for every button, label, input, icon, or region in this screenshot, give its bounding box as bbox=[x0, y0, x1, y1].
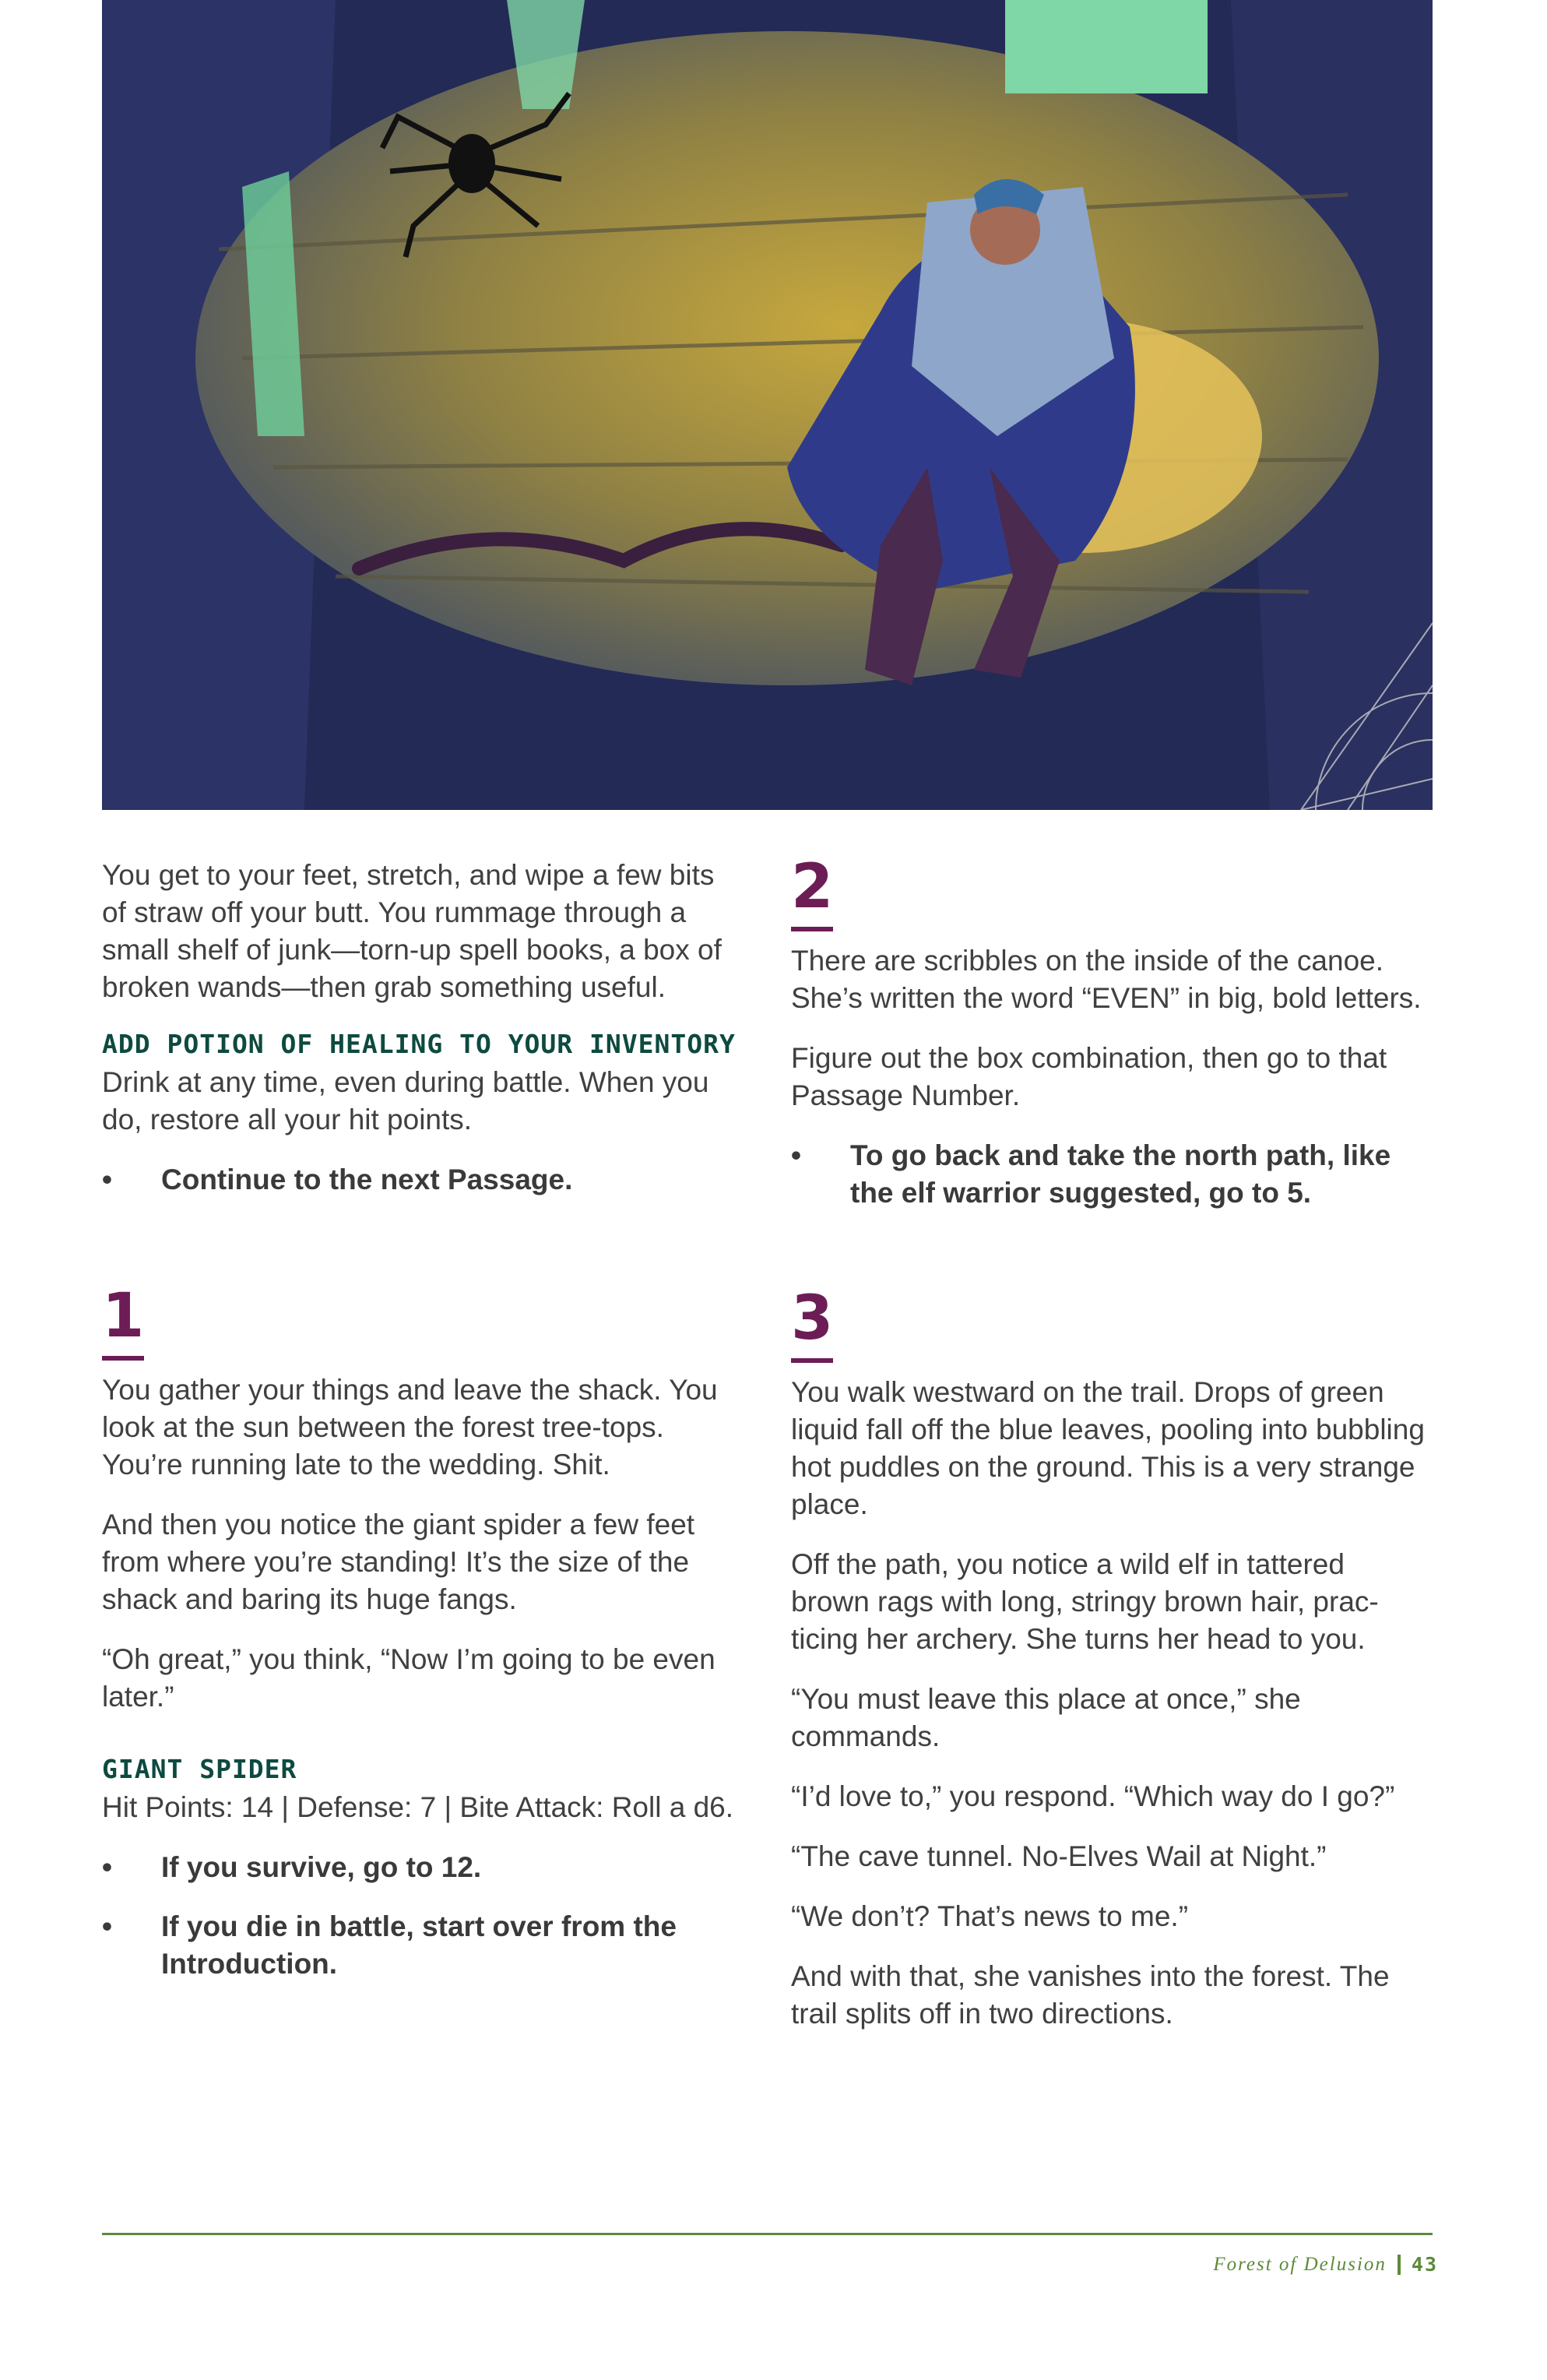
passage-number-3: 3 bbox=[791, 1288, 833, 1363]
bullet-text: If you survive, go to 12. bbox=[161, 1851, 482, 1883]
bullet-text: If you die in battle, start over from the Introduction. bbox=[161, 1910, 677, 1980]
right-column bbox=[791, 852, 1429, 2055]
passage-number-1: 1 bbox=[102, 1286, 144, 1361]
bullet-icon: • bbox=[102, 1851, 112, 1883]
bullet-item bbox=[102, 1908, 740, 1983]
bullet-item bbox=[791, 1137, 1429, 1212]
potion-description: Drink at any time, even during battle. When you do, restore all your hit points. bbox=[102, 1066, 709, 1135]
spider-stats: Hit Points: 14 | Defense: 7 | Bite Attack: Roll a d6. bbox=[102, 1791, 734, 1823]
bullet-item bbox=[102, 1849, 740, 1886]
bullet-icon: • bbox=[102, 1910, 112, 1942]
passage1-paragraph: “Oh great,” you think, “Now I’m going to be even later.” bbox=[102, 1643, 715, 1713]
passage3-paragraph: “I’d love to,” you respond. “Which way do I go?” bbox=[791, 1780, 1395, 1812]
left-column bbox=[102, 857, 740, 2005]
illustration-elf-in-shack bbox=[102, 0, 1433, 810]
passage3-paragraph: And with that, she vanishes into the forest. The trail splits off in two directions. bbox=[791, 1960, 1390, 2030]
giant-spider-subhead: GIANT SPIDER bbox=[102, 1754, 297, 1784]
passage2-paragraph: Figure out the box combination, then go to that Passage Number. bbox=[791, 1042, 1387, 1111]
passage3-paragraph: Off the path, you notice a wild elf in tattered brown rags with long, stringy brown hair, prac-ticing her archery. She turns her head to you. bbox=[791, 1548, 1379, 1655]
bullet-item bbox=[102, 1161, 740, 1199]
passage3-paragraph: “The cave tunnel. No-Elves Wail at Night.” bbox=[791, 1840, 1327, 1872]
bullet-text: To go back and take the north path, like the elf warrior suggested, go to 5. bbox=[850, 1139, 1391, 1209]
passage3-paragraph: “We don’t? That’s news to me.” bbox=[791, 1900, 1189, 1932]
page-footer bbox=[1213, 2253, 1438, 2276]
inventory-subhead: ADD POTION OF HEALING TO YOUR INVENTORY bbox=[102, 1029, 736, 1059]
passage3-paragraph: You walk westward on the trail. Drops of green liquid fall off the blue leaves, pooling into bubbling hot puddles on the ground. This is a very strange place. bbox=[791, 1376, 1425, 1520]
passage3-paragraph: “You must leave this place at once,” she commands. bbox=[791, 1683, 1301, 1752]
footer-separator bbox=[1398, 2255, 1401, 2275]
intro-paragraph: You get to your feet, stretch, and wipe a few bits of straw off your butt. You rummage through a small shelf of junk—torn-up spell books, a box of broken wands—then grab something useful. bbox=[102, 859, 722, 1003]
bullet-icon: • bbox=[102, 1164, 112, 1195]
footer-divider bbox=[102, 2233, 1433, 2235]
book-title: Forest of Delusion bbox=[1213, 2253, 1387, 2275]
bullet-icon: • bbox=[791, 1139, 801, 1171]
bullet-text: Continue to the next Passage. bbox=[161, 1164, 573, 1195]
passage1-paragraph: You gather your things and leave the shack. You look at the sun between the forest tree-tops. You’re running late to the wedding. Shit. bbox=[102, 1374, 718, 1480]
passage1-paragraph: And then you notice the giant spider a few feet from where you’re standing! It’s the size of the shack and baring its huge fangs. bbox=[102, 1509, 695, 1615]
passage-number-2: 2 bbox=[791, 857, 833, 931]
page-number: 43 bbox=[1411, 2253, 1438, 2276]
passage2-paragraph: There are scribbles on the inside of the canoe. She’s written the word “EVEN” in big, bold letters. bbox=[791, 945, 1422, 1014]
